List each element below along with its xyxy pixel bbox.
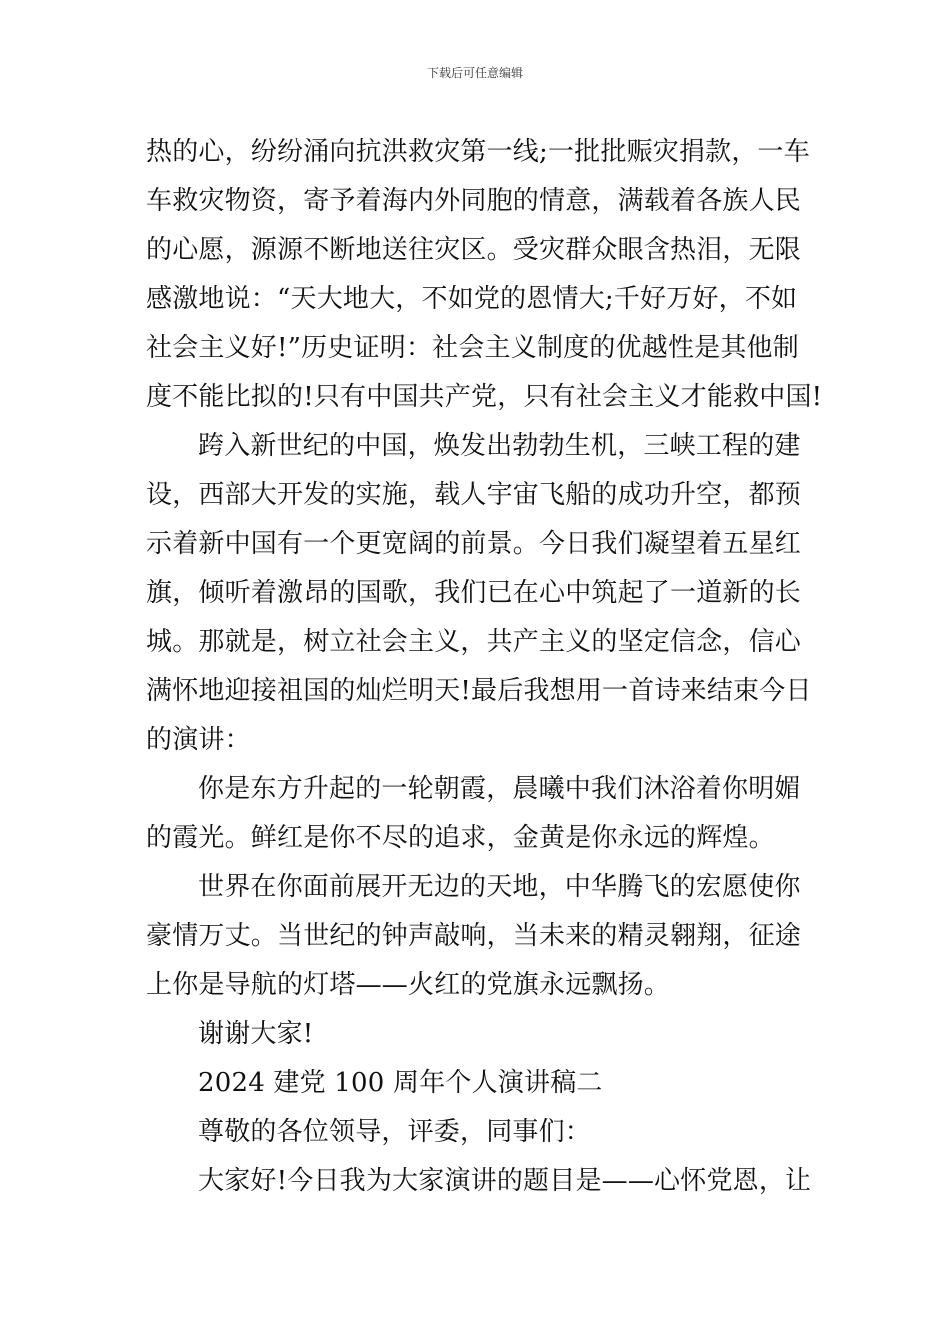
text-line: 的心愿，源源不断地送往灾区。受灾群众眼含热泪，无限 [146, 235, 802, 265]
section-title: 2024 建党 100 周年个人演讲稿二 [198, 1068, 603, 1098]
closing-line: 谢谢大家! [198, 1019, 314, 1049]
salutation-line: 尊敬的各位领导，评委，同事们： [198, 1117, 592, 1147]
text-line: 的霞光。鲜红是你不尽的追求，金黄是你永远的辉煌。 [146, 823, 775, 853]
text-line: 大家好!今日我为大家演讲的题目是——心怀党恩，让 [198, 1166, 812, 1196]
text-line: 跨入新世纪的中国，焕发出勃勃生机，三峡工程的建 [198, 431, 801, 461]
text-line: 度不能比拟的!只有中国共产党，只有社会主义才能救中国! [146, 382, 823, 412]
text-line: 设，西部大开发的实施，载人宇宙飞船的成功升空，都预 [146, 480, 802, 510]
text-line: 热的心，纷纷涌向抗洪救灾第一线;一批批赈灾捐款，一车 [146, 137, 810, 167]
text-line: 满怀地迎接祖国的灿烂明天!最后我想用一首诗来结束今日 [146, 676, 812, 706]
text-line: 的演讲： [146, 725, 251, 755]
text-line: 车救灾物资，寄予着海内外同胞的情意，满载着各族人民 [146, 186, 802, 216]
text-line: 旗，倾听着激昂的国歌，我们已在心中筑起了一道新的长 [146, 578, 802, 608]
text-line: 世界在你面前展开无边的天地，中华腾飞的宏愿使你 [198, 872, 801, 902]
page-header: 下载后可任意编辑 [426, 66, 523, 80]
text-line: 城。那就是，树立社会主义，共产主义的坚定信念，信心 [146, 627, 802, 657]
text-line: 你是东方升起的一轮朝霞，晨曦中我们沐浴着你明媚 [198, 774, 801, 804]
document-body [146, 128, 823, 1206]
text-line: 豪情万丈。当世纪的钟声敲响，当未来的精灵翱翔，征途 [146, 921, 802, 951]
text-line: 示着新中国有一个更宽阔的前景。今日我们凝望着五星红 [146, 529, 802, 559]
text-line: 社会主义好!”历史证明：社会主义制度的优越性是其他制 [146, 333, 799, 363]
text-line: 感激地说：“天大地大，不如党的恩情大;千好万好，不如 [146, 284, 798, 314]
text-line: 上你是导航的灯塔——火红的党旗永远飘扬。 [146, 970, 671, 1000]
